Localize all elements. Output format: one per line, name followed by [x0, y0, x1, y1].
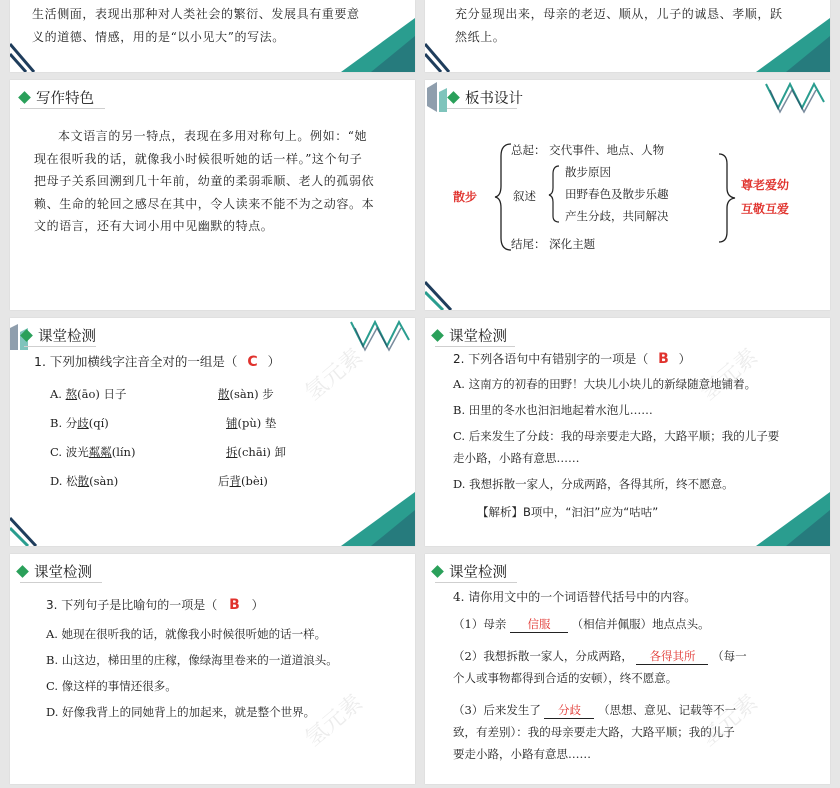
sub-question-2-cont: 个人或事物都得到合适的安顿），终不愿意。 — [453, 671, 678, 685]
diamond-icon — [16, 565, 29, 578]
fill-answer: 各得其所 — [636, 648, 708, 665]
slide-header — [431, 324, 507, 346]
diagram-intro: 总起： 交代事件、地点、人物 — [511, 143, 665, 157]
zigzag-decoration — [764, 82, 826, 120]
header-underline — [435, 582, 517, 583]
slide-header — [447, 86, 523, 108]
header-underline — [435, 346, 515, 347]
header-underline — [20, 108, 105, 109]
slide3-text — [34, 125, 409, 238]
text-line: 充分显现出来，母亲的老迈、顺从，儿子的诚恳、孝顺，跃 — [455, 7, 783, 21]
slide-title: 课堂检测 — [449, 564, 507, 581]
opt-text: (bèi) — [241, 474, 268, 488]
sub-question-3 — [453, 702, 736, 719]
text-line: 生活侧面，表现出那种对人类社会的繁衍、发展具有重要意 — [32, 7, 360, 21]
corner-decoration — [756, 492, 830, 546]
question-text: 3. 下列句子是比喻句的一项是（ — [46, 598, 218, 612]
diagram-sub-item: 散步原因 — [565, 165, 611, 179]
corner-decoration — [341, 492, 415, 546]
slide-title: 课堂检测 — [449, 328, 507, 345]
text-line: 把母子关系回溯到几十年前，幼童的柔弱乖顺、老人的孤弱依 — [34, 174, 375, 188]
question-answer: B — [658, 351, 669, 367]
question-text: 2. 下列各语句中有错别字的一项是（ — [453, 352, 649, 366]
fill-answer: 信服 — [510, 616, 568, 633]
slide-header — [20, 324, 96, 346]
opt-char: 粼粼 — [88, 445, 112, 459]
question-3 — [46, 596, 264, 613]
opt-text: (lín) — [111, 445, 136, 459]
opt-text: (pù) 垫 — [237, 416, 277, 430]
slide-title: 课堂检测 — [34, 564, 92, 581]
diagram-root: 散步 — [453, 190, 478, 204]
option-b-2 — [226, 415, 276, 431]
question-answer: B — [229, 597, 240, 613]
slide-title: 写作特色 — [36, 90, 94, 107]
option-d: D. 我想拆散一家人，分成两路，各得其所，终不愿意。 — [453, 477, 734, 491]
text-line: 赖、生命的轮回之感尽在其中，令人读来不能不为之动容。本 — [34, 196, 375, 211]
fill-answer: 分歧 — [544, 702, 594, 719]
slide-header — [431, 560, 507, 582]
watermark: 氢元素 — [695, 690, 763, 752]
slide-header — [16, 560, 92, 582]
option-a: A. 她现在很听我的话，就像我小时候很听她的话一样。 — [46, 627, 327, 641]
opt-text: (sàn) — [89, 474, 119, 488]
diagram-narration: 叙述 — [513, 189, 536, 203]
header-underline — [447, 108, 517, 109]
opt-char: 拆 — [226, 445, 238, 459]
diagram-sub-item: 田野春色及散步乐趣 — [565, 187, 669, 201]
slide-3 — [10, 80, 415, 310]
opt-label: D. 松 — [50, 474, 78, 488]
text-segment: （1）母亲 — [453, 617, 507, 631]
inner-brace — [547, 164, 561, 224]
text-line: 本文语言的另一特点，表现在多用对称句上。例如：“她 — [58, 129, 368, 143]
option-c-cont: 走小路，小路有意思…… — [453, 451, 580, 465]
header-underline — [24, 346, 96, 347]
diagram-theme: 尊老爱幼 — [741, 178, 790, 192]
option-a — [50, 386, 127, 402]
text-segment: （3）后来发生了 — [453, 703, 541, 717]
sub-question-1 — [453, 616, 710, 633]
question-1 — [34, 352, 280, 370]
option-a-2 — [218, 386, 274, 402]
opt-text: (qí) — [88, 416, 109, 430]
question-close: ） — [251, 598, 264, 612]
opt-text: (āo) 日子 — [77, 387, 127, 401]
question-text: 1. 下列加横线字注音全对的一组是（ — [34, 354, 238, 369]
opt-char: 散 — [218, 387, 230, 401]
text-line: 义的道德、情感，用的是“以小见大”的写法。 — [32, 29, 285, 44]
text-line: 现在很听我的话，就像我小时候很听她的话一样。”这个句子 — [34, 151, 363, 166]
slide-2 — [425, 0, 830, 72]
option-c-2 — [226, 444, 286, 460]
slide-1 — [10, 0, 415, 72]
question-answer: C — [247, 354, 258, 370]
slide-8 — [425, 554, 830, 784]
opt-char: 背 — [229, 474, 241, 488]
option-a: A. 这南方的初春的田野！大块儿小块儿的新绿随意地铺着。 — [453, 377, 757, 391]
option-c — [50, 444, 135, 460]
option-c: C. 像这样的事情还很多。 — [46, 679, 177, 693]
slide-5 — [10, 318, 415, 546]
stripe-decoration — [10, 40, 40, 72]
option-c: C. 后来发生了分歧：我的母亲要走大路，大路平顺；我的儿子要 — [453, 429, 780, 443]
text-segment: （每一 — [712, 649, 747, 663]
opt-text: 后 — [218, 474, 230, 488]
question-2 — [453, 350, 691, 367]
diamond-icon — [431, 329, 444, 342]
option-b: B. 山这边，梯田里的庄稼，像绿海里卷来的一道道浪头。 — [46, 653, 338, 667]
text-line: 文的语言，还有大词小用中见幽默的特点。 — [34, 219, 274, 233]
sub-question-3-cont: 致，有差别）：我的母亲要走大路，大路平顺；我的儿子 — [453, 725, 735, 739]
slide-header — [18, 86, 94, 108]
stripe-decoration — [425, 40, 455, 72]
diamond-icon — [447, 91, 460, 104]
diagram-ending: 结尾： 深化主题 — [511, 237, 596, 251]
opt-label: B. 分 — [50, 416, 78, 430]
slide-4 — [425, 80, 830, 310]
text-segment: （2）我想拆散一家人，分成两路， — [453, 649, 633, 663]
diagram-sub-item: 产生分歧，共同解决 — [565, 209, 669, 223]
opt-text: (sàn) 步 — [229, 387, 274, 401]
right-brace — [717, 152, 737, 244]
diagram-theme: 互敬互爱 — [741, 202, 790, 216]
corner-decoration — [341, 18, 415, 72]
option-b: B. 田里的冬水也汩汩地起着水泡儿…… — [453, 403, 653, 417]
stripe-decoration — [425, 276, 459, 310]
stripe-decoration — [10, 512, 44, 546]
slide-title: 板书设计 — [465, 90, 523, 107]
watermark: 氢元素 — [300, 344, 368, 406]
option-d: D. 好像我背上的同她背上的加起来，就是整个世界。 — [46, 705, 316, 719]
diamond-icon — [18, 91, 31, 104]
watermark: 氢元素 — [695, 344, 763, 406]
question-4: 4. 请你用文中的一个词语替代括号中的内容。 — [453, 590, 697, 604]
sub-question-3-cont: 要走小路，小路有意思…… — [453, 747, 591, 761]
header-underline — [20, 582, 102, 583]
text-segment: （相信并佩服）地点点头。 — [571, 617, 710, 631]
text-segment: （思想、意见、记载等不一 — [598, 703, 737, 717]
opt-char: 铺 — [226, 416, 238, 430]
opt-text: (chāi) 卸 — [237, 445, 287, 459]
watermark: 氢元素 — [300, 690, 368, 752]
opt-char: 熬 — [65, 387, 78, 401]
diamond-icon — [20, 329, 33, 342]
opt-label: C. 波光 — [50, 445, 89, 459]
analysis-note: 【解析】B项中，“汩汩”应为“咕咕” — [477, 505, 659, 519]
question-close: ） — [267, 354, 281, 369]
option-d — [50, 473, 118, 489]
opt-char: 散 — [77, 474, 90, 488]
opt-label: A. — [50, 387, 62, 401]
option-b — [50, 415, 109, 431]
text-line: 然纸上。 — [455, 29, 506, 44]
option-d-2 — [218, 473, 268, 489]
corner-decoration — [756, 18, 830, 72]
question-close: ） — [678, 352, 691, 366]
diamond-icon — [431, 565, 444, 578]
opt-char: 歧 — [77, 416, 89, 430]
slide-7 — [10, 554, 415, 784]
slide-6 — [425, 318, 830, 546]
sub-question-2 — [453, 648, 747, 665]
slide-title: 课堂检测 — [38, 328, 96, 345]
